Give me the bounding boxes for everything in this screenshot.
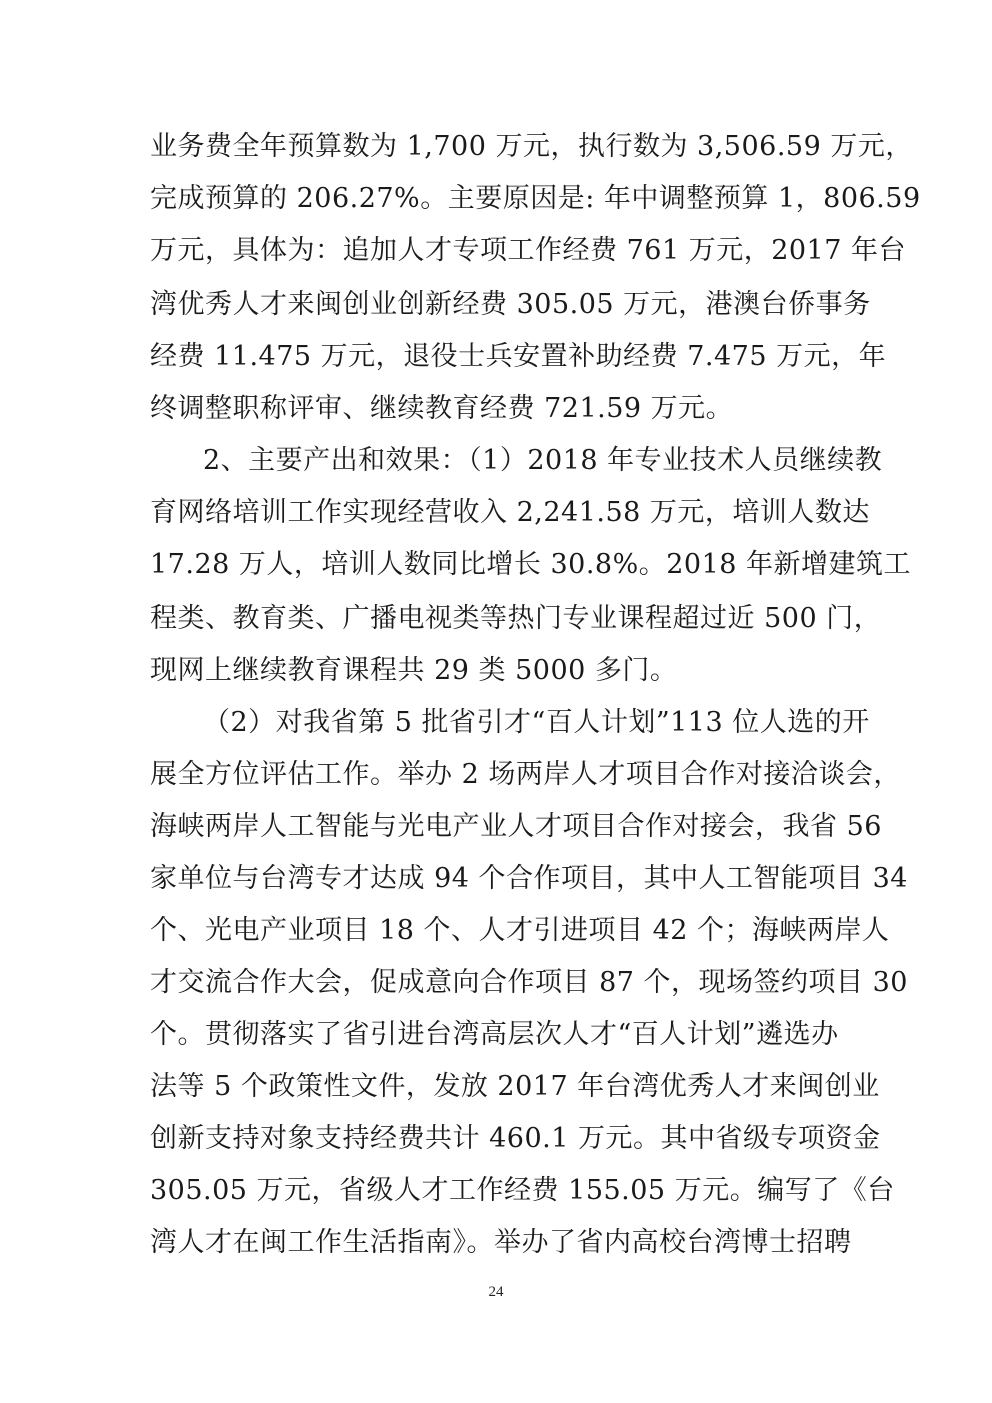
body-text-line: 湾优秀人才来闽创业创新经费 305.05 万元，港澳台侨事务 <box>150 289 871 320</box>
body-text-line: 终调整职称评审、继续教育经费 721.59 万元。 <box>150 393 734 424</box>
body-text-line: 17.28 万人，培训人数同比增长 30.8%。2018 年新增建筑工 <box>150 549 912 580</box>
body-text-line: 万元，具体为：追加人才专项工作经费 761 万元，2017 年台 <box>150 235 906 266</box>
body-text-line: 法等 5 个政策性文件，发放 2017 年台湾优秀人才来闽创业 <box>150 1071 880 1102</box>
page-number: 24 <box>488 1284 504 1300</box>
body-text-line: 个。贯彻落实了省引进台湾高层次人才“百人计划”遴选办 <box>150 1019 839 1050</box>
body-text-line: 湾人才在闽工作生活指南》。举办了省内高校台湾博士招聘 <box>150 1227 852 1258</box>
body-text-line: 现网上继续教育课程共 29 类 5000 多门。 <box>150 655 678 686</box>
body-text-line: 完成预算的 206.27%。主要原因是: 年中调整预算 1，806.59 <box>150 183 921 214</box>
body-text-line: （2）对我省第 5 批省引才“百人计划”113 位人选的开 <box>203 707 870 738</box>
body-text-line: 展全方位评估工作。举办 2 场两岸人才项目合作对接洽谈会， <box>150 759 901 790</box>
body-text-line: 创新支持对象支持经费共计 460.1 万元。其中省级专项资金 <box>150 1123 881 1154</box>
body-text-line: 海峡两岸人工智能与光电产业人才项目合作对接会，我省 56 <box>150 811 882 842</box>
body-text-line: 个、光电产业项目 18 个、人才引进项目 42 个；海峡两岸人 <box>150 915 890 946</box>
body-text-line: 才交流合作大会，促成意向合作项目 87 个，现场签约项目 30 <box>150 967 908 998</box>
body-text-line: 业务费全年预算数为 1,700 万元，执行数为 3,506.59 万元， <box>150 131 913 162</box>
body-text-line: 305.05 万元，省级人才工作经费 155.05 万元。编写了《台 <box>150 1175 895 1206</box>
body-text-line: 家单位与台湾专才达成 94 个合作项目，其中人工智能项目 34 <box>150 863 908 894</box>
body-text-line: 育网络培训工作实现经营收入 2,241.58 万元，培训人数达 <box>150 497 870 528</box>
body-text-line: 2、主要产出和效果：（1）2018 年专业技术人员继续教 <box>203 445 883 476</box>
body-text-line: 程类、教育类、广播电视类等热门专业课程超过近 500 门， <box>150 603 882 634</box>
body-text-line: 经费 11.475 万元，退役士兵安置补助经费 7.475 万元，年 <box>150 341 887 372</box>
